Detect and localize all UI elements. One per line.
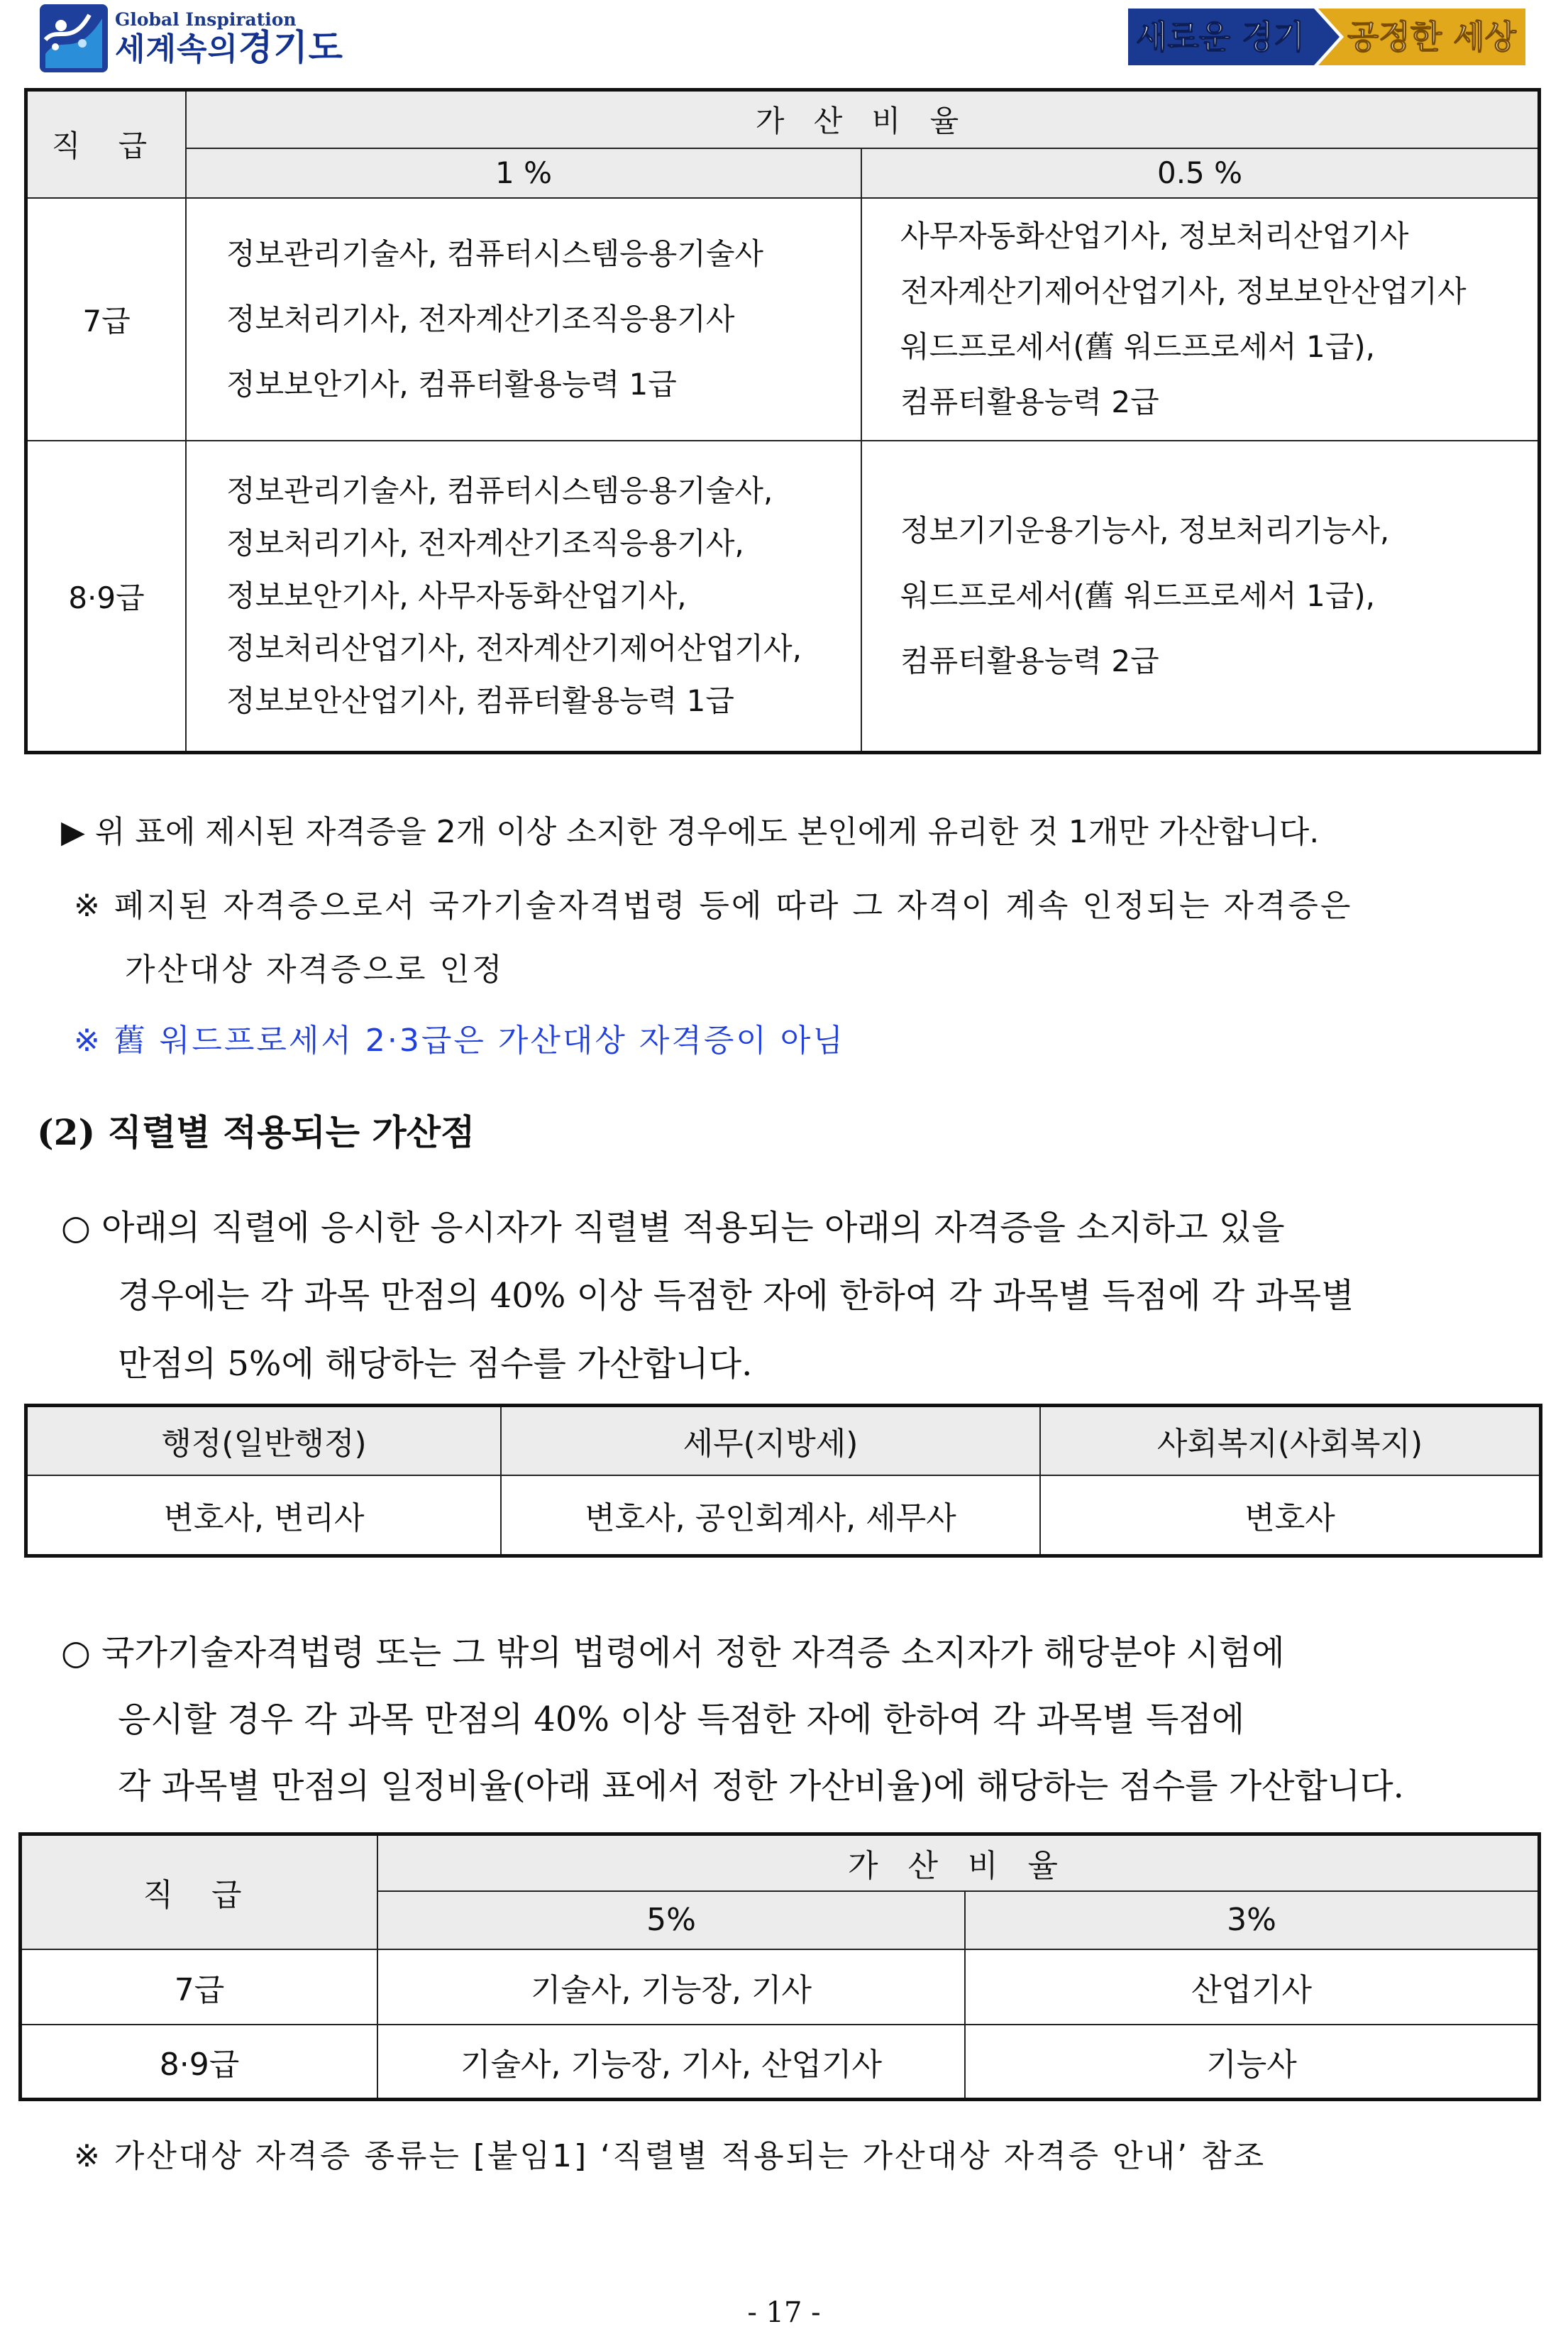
national-cert-paragraph: ○ 국가기술자격법령 또는 그 밖의 법령에서 정한 자격증 소지자가 해당분야 시험에 응시할 경우 각 과목 만점의 40% 이상 득점한 자에 한하여 각 과목별 득점에 각 과목별 만점의 일정비율(아래 표에서 정한 가산비율)에 해당하는 점수를 가산합니다. bbox=[61, 1633, 1404, 1806]
logo-title: 세계속의경기도 bbox=[115, 27, 343, 68]
abolished-note-line1: ※ 폐지된 자격증으로서 국가기술자격법령 등에 따라 그 자격이 계속 인정되는 자격증은 bbox=[74, 888, 1353, 924]
old-wordprocessor-note: ※ 舊 워드프로세서 2·3급은 가산대상 자격증이 아님 bbox=[74, 1023, 845, 1059]
slogan-banner bbox=[1128, 6, 1525, 68]
pct5-cell: 기술사, 기능장, 기사 bbox=[377, 1949, 965, 2025]
gyeonggi-logo bbox=[40, 3, 343, 74]
header-welfare: 사회복지(사회복지) bbox=[1040, 1406, 1541, 1475]
page-number: - 17 - bbox=[747, 2296, 821, 2329]
col-3pct-header: 3% bbox=[965, 1891, 1540, 1949]
job-series-table bbox=[24, 1404, 1542, 1558]
pct3-cell: 기능사 bbox=[965, 2025, 1540, 2100]
ratio-header: 가 산 비 율 bbox=[377, 1834, 1540, 1891]
slogan-right: 공정한 세상 bbox=[1347, 18, 1517, 56]
pct3-cell: 산업기사 bbox=[965, 1949, 1540, 2025]
gyeonggi-emblem-icon bbox=[40, 4, 108, 72]
grade-header: 직 급 bbox=[26, 90, 187, 198]
pct05-cell: 사무자동화산업기사, 정보처리산업기사 전자계산기제어산업기사, 정보보안산업기사 워드프로세서(舊 워드프로세서 1급), 컴퓨터활용능력 2급 bbox=[861, 198, 1540, 441]
pct5-cell: 기술사, 기능장, 기사, 산업기사 bbox=[377, 2025, 965, 2100]
grade-header: 직 급 bbox=[21, 1834, 378, 1949]
col-1pct-header: 1 % bbox=[186, 148, 861, 198]
pct1-cell: 정보관리기술사, 컴퓨터시스템응용기술사 정보처리기사, 전자계산기조직응용기사 정보보안기사, 컴퓨터활용능력 1급 bbox=[186, 198, 861, 441]
reference-note: ※ 가산대상 자격증 종류는 [붙임1] ‘직렬별 적용되는 가산대상 자격증 안내’ 참조 bbox=[74, 2138, 1266, 2174]
value-tax: 변호사, 공인회계사, 세무사 bbox=[501, 1475, 1040, 1556]
grade-cell: 8·9급 bbox=[21, 2025, 378, 2100]
pct1-cell: 정보관리기술사, 컴퓨터시스템응용기술사, 정보처리기사, 전자계산기조직응용기사, 정보보안기사, 사무자동화산업기사, 정보처리산업기사, 전자계산기제어산업기사, 정보보안산업기사, 컴퓨터활용능력 1급 bbox=[186, 441, 861, 753]
national-cert-table bbox=[18, 1832, 1541, 2101]
header-admin: 행정(일반행정) bbox=[26, 1406, 502, 1475]
section-paragraph: ○ 아래의 직렬에 응시한 응시자가 직렬별 적용되는 아래의 자격증을 소지하고 있을 경우에는 각 과목 만점의 40% 이상 득점한 자에 한하여 각 과목별 득점에 각 과목별 만점의 5%에 해당하는 점수를 가산합니다. bbox=[61, 1208, 1354, 1384]
grade-cell: 7급 bbox=[21, 1949, 378, 2025]
slogan-left: 새로운 경기 bbox=[1135, 18, 1305, 56]
section-title: (2) 직렬별 적용되는 가산점 bbox=[37, 1111, 475, 1153]
ratio-header: 가 산 비 율 bbox=[186, 90, 1540, 148]
abolished-note-line2: 가산대상 자격증으로 인정 bbox=[125, 952, 504, 988]
grade-cell: 7급 bbox=[26, 198, 187, 441]
grade-cell: 8·9급 bbox=[26, 441, 187, 753]
col-05pct-header: 0.5 % bbox=[861, 148, 1540, 198]
logo-tagline: Global Inspiration bbox=[115, 9, 297, 30]
pct05-cell: 정보기기운용기능사, 정보처리기능사, 워드프로세서(舊 워드프로세서 1급), 컴퓨터활용능력 2급 bbox=[861, 441, 1540, 753]
col-5pct-header: 5% bbox=[377, 1891, 965, 1949]
certificate-bonus-table bbox=[24, 88, 1541, 754]
single-cert-note: ▶ 위 표에 제시된 자격증을 2개 이상 소지한 경우에도 본인에게 유리한 것 1개만 가산합니다. bbox=[61, 814, 1320, 850]
header-tax: 세무(지방세) bbox=[501, 1406, 1040, 1475]
value-welfare: 변호사 bbox=[1040, 1475, 1541, 1556]
value-admin: 변호사, 변리사 bbox=[26, 1475, 502, 1556]
